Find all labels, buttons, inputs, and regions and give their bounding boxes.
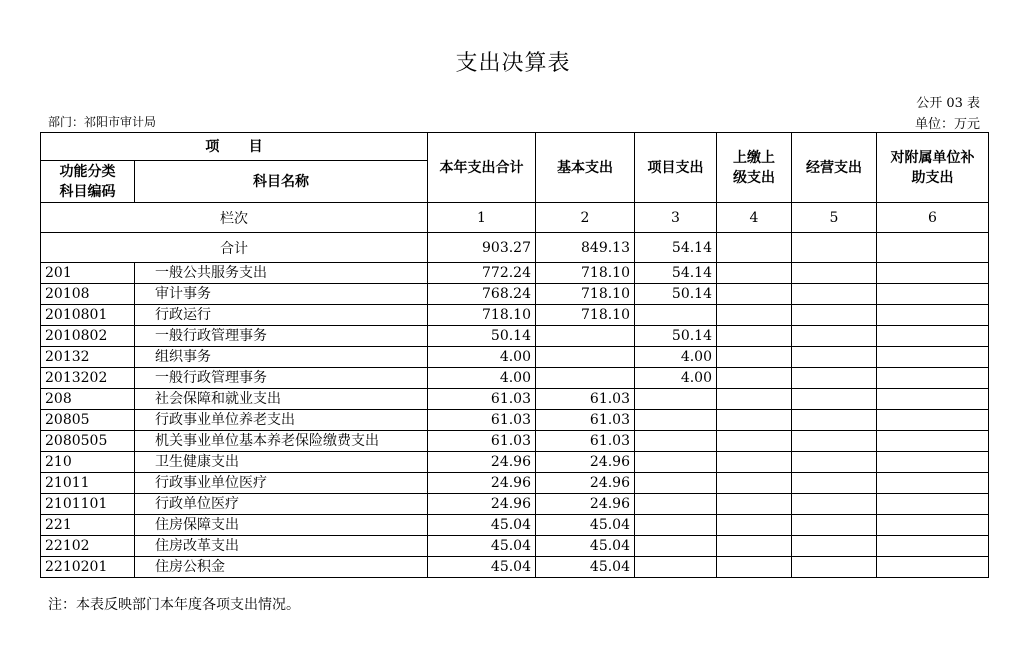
row-remit xyxy=(717,284,792,305)
row-basic: 45.04 xyxy=(536,536,635,557)
row-code: 20805 xyxy=(41,410,135,431)
header-name: 科目名称 xyxy=(135,161,428,203)
row-total: 61.03 xyxy=(428,410,536,431)
total-business xyxy=(792,233,877,263)
row-subsidy xyxy=(877,410,989,431)
row-total: 50.14 xyxy=(428,326,536,347)
row-business xyxy=(792,536,877,557)
row-code: 2010801 xyxy=(41,305,135,326)
table-row xyxy=(41,494,989,515)
row-basic xyxy=(536,368,635,389)
department-label: 部门：祁阳市审计局 xyxy=(48,115,157,129)
table-row xyxy=(41,347,989,368)
table-row xyxy=(41,389,989,410)
row-code: 2010802 xyxy=(41,326,135,347)
row-name: 卫生健康支出 xyxy=(135,452,428,473)
row-subsidy xyxy=(877,347,989,368)
row-business xyxy=(792,305,877,326)
unit-label: 单位：万元 xyxy=(914,117,980,132)
table-row xyxy=(41,431,989,452)
row-business xyxy=(792,347,877,368)
row-total: 61.03 xyxy=(428,389,536,410)
row-total: 45.04 xyxy=(428,515,536,536)
row-business xyxy=(792,263,877,284)
row-remit xyxy=(717,410,792,431)
row-subsidy xyxy=(877,263,989,284)
page-title: 支出决算表 xyxy=(455,51,571,76)
row-basic: 24.96 xyxy=(536,494,635,515)
row-name: 行政事业单位养老支出 xyxy=(135,410,428,431)
row-remit xyxy=(717,536,792,557)
table-row xyxy=(41,368,989,389)
row-name: 社会保障和就业支出 xyxy=(135,389,428,410)
row-total: 768.24 xyxy=(428,284,536,305)
table-row xyxy=(41,284,989,305)
total-row xyxy=(41,233,989,263)
table-row xyxy=(41,452,989,473)
row-remit xyxy=(717,389,792,410)
row-total: 45.04 xyxy=(428,557,536,578)
row-project xyxy=(635,536,717,557)
row-subsidy xyxy=(877,284,989,305)
row-project: 50.14 xyxy=(635,326,717,347)
row-total: 4.00 xyxy=(428,347,536,368)
row-code: 210 xyxy=(41,452,135,473)
row-project xyxy=(635,452,717,473)
row-code: 2101101 xyxy=(41,494,135,515)
row-subsidy xyxy=(877,368,989,389)
row-remit xyxy=(717,452,792,473)
row-subsidy xyxy=(877,473,989,494)
row-code: 208 xyxy=(41,389,135,410)
row-business xyxy=(792,410,877,431)
row-project xyxy=(635,410,717,431)
row-basic xyxy=(536,326,635,347)
row-business xyxy=(792,431,877,452)
row-total: 718.10 xyxy=(428,305,536,326)
row-code: 21011 xyxy=(41,473,135,494)
row-name: 一般行政管理事务 xyxy=(135,326,428,347)
row-remit xyxy=(717,515,792,536)
header-remit: 上缴上 级支出 xyxy=(717,133,792,203)
row-business xyxy=(792,326,877,347)
row-name: 审计事务 xyxy=(135,284,428,305)
row-basic: 45.04 xyxy=(536,557,635,578)
row-remit xyxy=(717,473,792,494)
row-total: 24.96 xyxy=(428,494,536,515)
row-basic: 718.10 xyxy=(536,305,635,326)
header-subsidy: 对附属单位补 助支出 xyxy=(877,133,989,203)
table-row xyxy=(41,263,989,284)
row-remit xyxy=(717,431,792,452)
form-number: 公开 03 表 xyxy=(916,96,980,111)
index-col-2: 2 xyxy=(536,203,635,233)
row-project xyxy=(635,431,717,452)
row-project: 4.00 xyxy=(635,368,717,389)
row-basic: 718.10 xyxy=(536,284,635,305)
row-basic: 61.03 xyxy=(536,410,635,431)
row-business xyxy=(792,557,877,578)
table-row xyxy=(41,305,989,326)
table-row xyxy=(41,410,989,431)
row-name: 行政单位医疗 xyxy=(135,494,428,515)
row-code: 22102 xyxy=(41,536,135,557)
total-project: 54.14 xyxy=(635,233,717,263)
header-code: 功能分类 科目编码 xyxy=(41,161,135,203)
row-subsidy xyxy=(877,431,989,452)
row-business xyxy=(792,473,877,494)
row-basic: 718.10 xyxy=(536,263,635,284)
row-subsidy xyxy=(877,452,989,473)
row-total: 4.00 xyxy=(428,368,536,389)
row-remit xyxy=(717,326,792,347)
header-business: 经营支出 xyxy=(792,133,877,203)
row-code: 201 xyxy=(41,263,135,284)
table-row xyxy=(41,557,989,578)
total-sum: 903.27 xyxy=(428,233,536,263)
row-code: 2210201 xyxy=(41,557,135,578)
index-col-1: 1 xyxy=(428,203,536,233)
row-subsidy xyxy=(877,536,989,557)
row-code: 20132 xyxy=(41,347,135,368)
row-basic: 24.96 xyxy=(536,473,635,494)
row-total: 24.96 xyxy=(428,473,536,494)
row-remit xyxy=(717,263,792,284)
row-remit xyxy=(717,347,792,368)
row-total: 772.24 xyxy=(428,263,536,284)
row-code: 20108 xyxy=(41,284,135,305)
table-row xyxy=(41,536,989,557)
footnote: 注：本表反映部门本年度各项支出情况。 xyxy=(48,597,300,613)
row-total: 45.04 xyxy=(428,536,536,557)
row-project xyxy=(635,389,717,410)
row-code: 2013202 xyxy=(41,368,135,389)
index-col-3: 3 xyxy=(635,203,717,233)
row-name: 住房改革支出 xyxy=(135,536,428,557)
row-project xyxy=(635,515,717,536)
row-project xyxy=(635,473,717,494)
row-total: 24.96 xyxy=(428,452,536,473)
row-remit xyxy=(717,494,792,515)
row-remit xyxy=(717,305,792,326)
row-basic: 61.03 xyxy=(536,431,635,452)
row-basic: 24.96 xyxy=(536,452,635,473)
total-remit xyxy=(717,233,792,263)
index-col-5: 5 xyxy=(792,203,877,233)
header-project: 项 目 xyxy=(41,133,428,161)
header-project-expenditure: 项目支出 xyxy=(635,133,717,203)
row-business xyxy=(792,452,877,473)
total-subsidy xyxy=(877,233,989,263)
header-basic: 基本支出 xyxy=(536,133,635,203)
row-name: 行政事业单位医疗 xyxy=(135,473,428,494)
row-business xyxy=(792,515,877,536)
row-basic: 61.03 xyxy=(536,389,635,410)
row-subsidy xyxy=(877,305,989,326)
row-remit xyxy=(717,368,792,389)
index-label: 栏次 xyxy=(41,203,428,233)
row-business xyxy=(792,389,877,410)
index-row xyxy=(41,203,989,233)
row-subsidy xyxy=(877,557,989,578)
row-project xyxy=(635,557,717,578)
row-subsidy xyxy=(877,494,989,515)
row-project xyxy=(635,494,717,515)
row-project: 54.14 xyxy=(635,263,717,284)
row-name: 住房保障支出 xyxy=(135,515,428,536)
row-name: 行政运行 xyxy=(135,305,428,326)
row-business xyxy=(792,284,877,305)
table-row xyxy=(41,515,989,536)
row-project xyxy=(635,305,717,326)
row-project: 50.14 xyxy=(635,284,717,305)
index-col-4: 4 xyxy=(717,203,792,233)
row-name: 一般行政管理事务 xyxy=(135,368,428,389)
index-col-6: 6 xyxy=(877,203,989,233)
row-code: 2080505 xyxy=(41,431,135,452)
row-code: 221 xyxy=(41,515,135,536)
header-total: 本年支出合计 xyxy=(428,133,536,203)
row-name: 一般公共服务支出 xyxy=(135,263,428,284)
table-row xyxy=(41,473,989,494)
row-project: 4.00 xyxy=(635,347,717,368)
row-name: 住房公积金 xyxy=(135,557,428,578)
total-label: 合计 xyxy=(41,233,428,263)
row-business xyxy=(792,494,877,515)
table-row xyxy=(41,326,989,347)
row-basic: 45.04 xyxy=(536,515,635,536)
expenditure-table xyxy=(40,132,989,578)
row-name: 机关事业单位基本养老保险缴费支出 xyxy=(135,431,428,452)
row-total: 61.03 xyxy=(428,431,536,452)
row-subsidy xyxy=(877,326,989,347)
row-subsidy xyxy=(877,515,989,536)
row-basic xyxy=(536,347,635,368)
row-remit xyxy=(717,557,792,578)
row-business xyxy=(792,368,877,389)
total-basic: 849.13 xyxy=(536,233,635,263)
row-name: 组织事务 xyxy=(135,347,428,368)
row-subsidy xyxy=(877,389,989,410)
